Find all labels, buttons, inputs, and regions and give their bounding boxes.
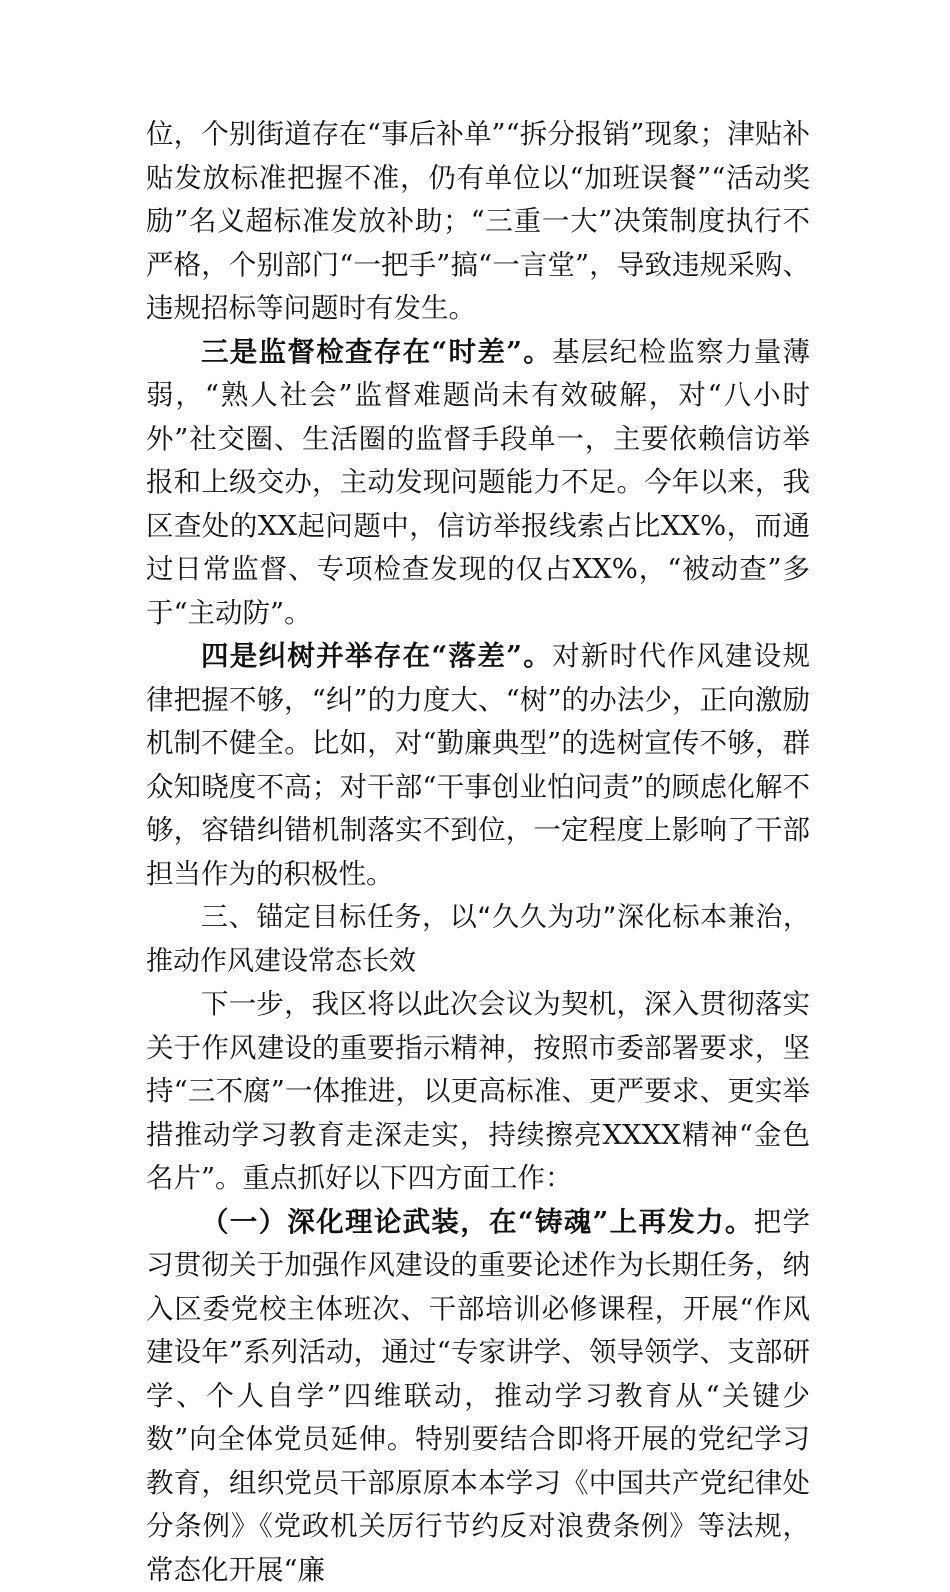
paragraph-text: 把学习贯彻关于加强作风建设的重要论述作为长期任务，纳入区委党校主体班次、干部培训必修课程，开展“作风建设年”系列活动，通过“专家讲学、领导领学、支部研学、个人自学”四维联动，推动学习教育从“关键少数”向全体党员延伸。特别要结合即将开展的党纪学习教育，组织党员干部原原本本学习《中国共产党纪律处分条例》《党政机关厉行节约反对浪费条例》等法规，常态化开展“廉 bbox=[146, 1206, 810, 1586]
paragraph-correction-gap bbox=[146, 635, 810, 896]
paragraph-lead: （一）深化理论武装，在“铸魂”上再发力。 bbox=[201, 1206, 754, 1238]
paragraph-next-steps bbox=[146, 983, 810, 1201]
paragraph-lead: 四是纠树并举存在“落差”。 bbox=[201, 640, 552, 672]
paragraph-text: 位，个别街道存在“事后补单”“拆分报销”现象；津贴补贴发放标准把握不准，仍有单位以“加班误餐”“活动奖励”名义超标准发放补助；“三重一大”决策制度执行不严格，个别部门“一把手”搞“一言堂”，导致违规采购、违规招标等问题时有发生。 bbox=[146, 118, 810, 324]
paragraph-lead: 三是监督检查存在“时差”。 bbox=[201, 336, 552, 368]
section-heading: 三、锚定目标任务，以“久久为功”深化标本兼治，推动作风建设常态长效 bbox=[146, 896, 810, 983]
paragraph-text: 基层纪检监察力量薄弱，“熟人社会”监督难题尚未有效破解，对“八小时外”社交圈、生活圈的监督手段单一，主要依赖信访举报和上级交办，主动发现问题能力不足。今年以来，我区查处的XX起问题中，信访举报线索占比XX%，而通过日常监督、专项检查发现的仅占XX%，“被动查”多于“主动防”。 bbox=[146, 336, 810, 629]
document-page bbox=[146, 113, 810, 1592]
paragraph-text: 下一步，我区将以此次会议为契机，深入贯彻落实关于作风建设的重要指示精神，按照市委部署要求，坚持“三不腐”一体推进，以更高标准、更严要求、更实举措推动学习教育走深走实，持续擦亮XXXX精神“金色名片”。重点抓好以下四方面工作： bbox=[146, 988, 810, 1194]
paragraph-supervision-gap bbox=[146, 331, 810, 636]
paragraph-theory bbox=[146, 1201, 810, 1592]
paragraph-text: 对新时代作风建设规律把握不够，“纠”的力度大、“树”的办法少，正向激励机制不健全。比如，对“勤廉典型”的选树宣传不够，群众知晓度不高；对干部“干事创业怕问责”的顾虑化解不够，容错纠错机制落实不到位，一定程度上影响了干部担当作为的积极性。 bbox=[146, 640, 810, 890]
paragraph-continued bbox=[146, 113, 810, 331]
